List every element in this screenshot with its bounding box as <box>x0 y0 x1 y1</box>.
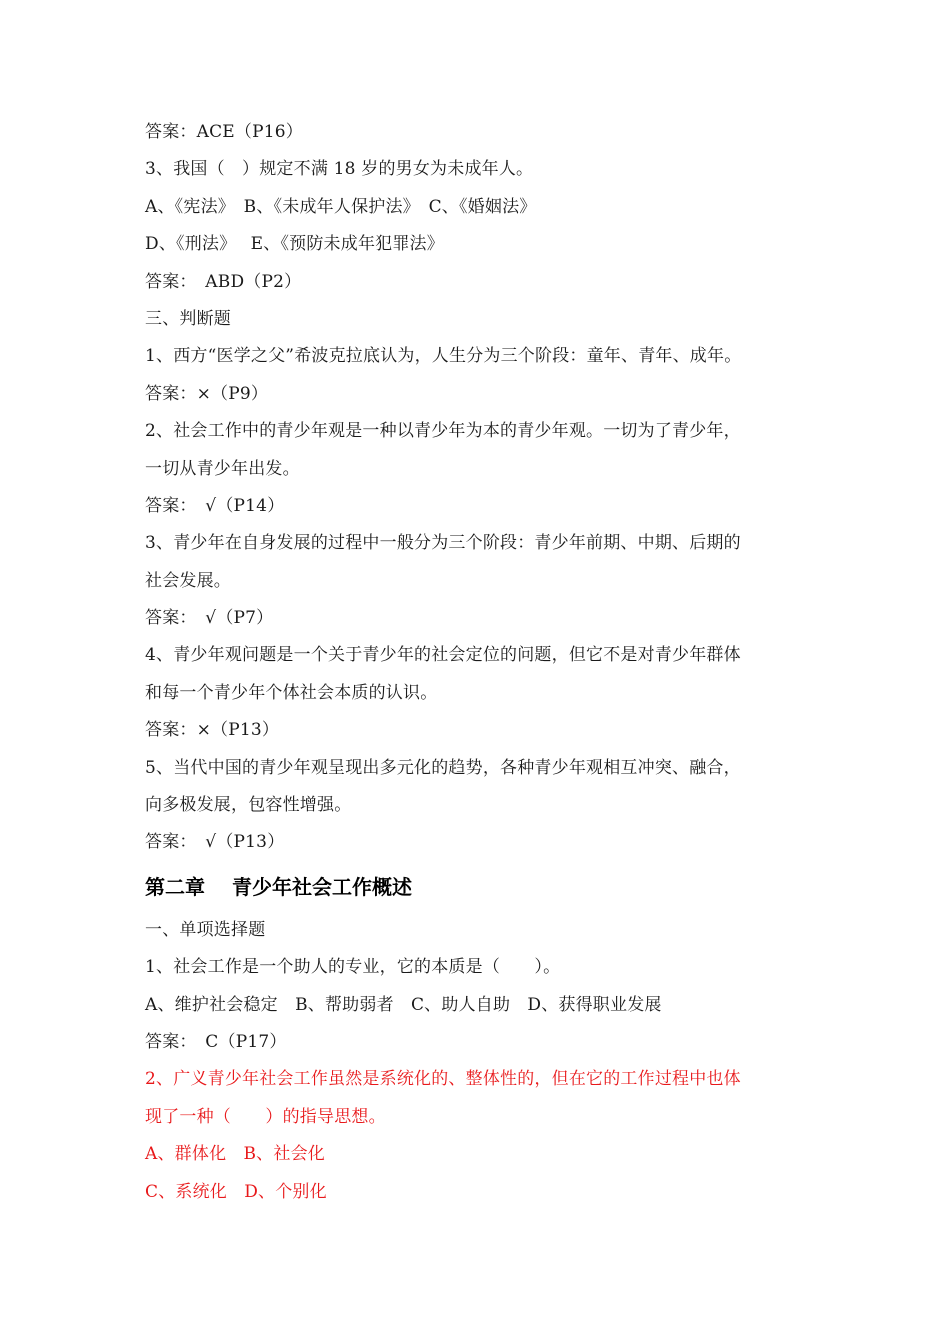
section-heading: 一、单项选择题 <box>145 919 266 940</box>
question-line: 4、青少年观问题是一个关于青少年的社会定位的问题，但它不是对青少年群体 <box>145 645 741 666</box>
chapter-heading: 第二章 青少年社会工作概述 <box>145 874 412 899</box>
question-line: 向多极发展，包容性增强。 <box>145 795 352 816</box>
question-line: 1、社会工作是一个助人的专业，它的本质是（ ）。 <box>145 957 561 978</box>
question-line: 一切从青少年出发。 <box>145 458 300 479</box>
highlighted-question-line: 现了一种（ ）的指导思想。 <box>145 1106 386 1127</box>
answer-line: 答案： √（P7） <box>145 608 274 629</box>
question-line: 和每一个青少年个体社会本质的认识。 <box>145 682 438 703</box>
section-after-chapter <box>145 912 815 1211</box>
answer-line: 答案： C（P17） <box>145 1031 287 1052</box>
document-page <box>145 114 815 1211</box>
highlighted-option-line: A、群体化 B、社会化 <box>145 1144 325 1165</box>
answer-line: 答案：×（P9） <box>145 383 269 404</box>
question-line: 1、西方“医学之父”希波克拉底认为，人生分为三个阶段：童年、青年、成年。 <box>145 346 742 367</box>
section-heading: 三、判断题 <box>145 308 231 329</box>
question-line: 5、当代中国的青少年观呈现出多元化的趋势，各种青少年观相互冲突、融合， <box>145 757 741 778</box>
option-line: A、维护社会稳定 B、帮助弱者 C、助人自助 D、获得职业发展 <box>145 994 662 1015</box>
question-line: 社会发展。 <box>145 570 231 591</box>
highlighted-question-line: 2、广义青少年社会工作虽然是系统化的、整体性的，但在它的工作过程中也体 <box>145 1069 741 1090</box>
option-line: D、《刑法》 E、《预防未成年犯罪法》 <box>145 234 444 255</box>
answer-line: 答案： ABD（P2） <box>145 271 302 292</box>
option-line: A、《宪法》 B、《未成年人保护法》 C、《婚姻法》 <box>145 196 537 217</box>
question-line: 2、社会工作中的青少年观是一种以青少年为本的青少年观。一切为了青少年， <box>145 421 741 442</box>
answer-line: 答案：×（P13） <box>145 720 280 741</box>
answer-line: 答案：ACE（P16） <box>145 122 303 142</box>
section-before-chapter <box>145 114 815 862</box>
answer-line: 答案： √（P14） <box>145 495 285 516</box>
question-line: 3、青少年在自身发展的过程中一般分为三个阶段：青少年前期、中期、后期的 <box>145 533 741 554</box>
highlighted-option-line: C、系统化 D、个别化 <box>145 1181 327 1202</box>
answer-line: 答案： √（P13） <box>145 832 285 853</box>
question-line: 3、我国（ ）规定不满 18 岁的男女为未成年人。 <box>145 159 534 180</box>
